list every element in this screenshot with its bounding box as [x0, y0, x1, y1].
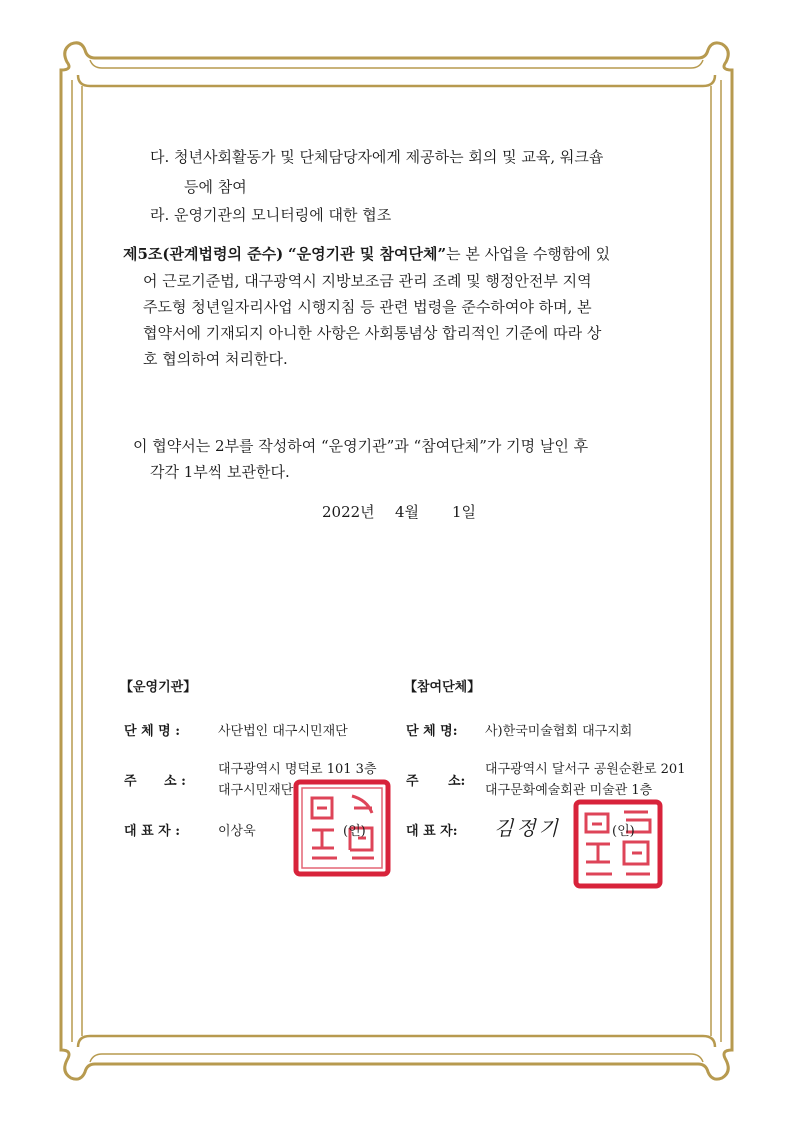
date-month: 4월: [395, 503, 420, 521]
participant-address-line-2: 대구문화예술회관 미술관 1층: [485, 783, 653, 798]
participant-address-label-1: 주: [406, 774, 419, 789]
participant-address-line-1: 대구광역시 달서구 공원순환로 201: [485, 762, 686, 777]
operator-rep-label: 대 표 자 :: [124, 824, 181, 839]
participant-rep-signature: 김정기: [494, 816, 561, 840]
operator-address-line-2: 대구시민재단: [218, 783, 294, 798]
date-year: 2022년: [322, 503, 375, 521]
participant-rep-label: 대 표 자:: [406, 824, 458, 839]
operator-rep: 이상욱: [218, 824, 256, 839]
article5-line-1: 는 본 사업을 수행함에 있: [446, 245, 611, 263]
participant-seal-stamp: [572, 798, 664, 890]
article5-parties: “운영기관 및 참여단체”: [288, 245, 447, 263]
operator-address-label-2: 소 :: [164, 774, 186, 789]
article5-line-5: 호 협의하여 처리한다.: [143, 350, 288, 368]
participant-seal-mark: (인): [612, 824, 635, 839]
participant-name-label: 단 체 명:: [406, 724, 458, 739]
operator-section-title: 【운영기관】: [120, 680, 197, 695]
article5-first-line: [123, 244, 610, 264]
closing-line-1: 이 협약서는 2부를 작성하여 “운영기관”과 “참여단체”가 기명 날인 후: [133, 437, 589, 455]
participant-address-label-2: 소:: [448, 774, 466, 789]
date-day: 1일: [452, 503, 477, 521]
item-ra: 라. 운영기관의 모니터링에 대한 협조: [150, 206, 392, 224]
operator-address-label-1: 주: [124, 774, 137, 789]
article5-line-3: 주도형 청년일자리사업 시행지침 등 관련 법령을 준수하여야 하며, 본: [143, 298, 592, 316]
closing-line-2: 각각 1부씩 보관한다.: [150, 463, 290, 481]
article5-heading: 제5조(관계법령의 준수): [123, 245, 284, 263]
operator-name-label: 단 체 명 :: [124, 724, 181, 739]
participant-name: 사)한국미술협회 대구지회: [485, 724, 633, 739]
operator-address-line-1: 대구광역시 명덕로 101 3층: [218, 762, 377, 777]
operator-name: 사단법인 대구시민재단: [218, 724, 348, 739]
item-da: 다. 청년사회활동가 및 단체담당자에게 제공하는 회의 및 교육, 워크숍: [150, 148, 604, 166]
operator-seal-mark: (인): [343, 824, 366, 839]
participant-section-title: 【참여단체】: [404, 680, 481, 695]
operator-seal-stamp: [292, 778, 392, 878]
article5-line-4: 협약서에 기재되지 아니한 사항은 사회통념상 합리적인 기준에 따라 상: [143, 324, 602, 342]
article5-line-2: 어 근로기준법, 대구광역시 지방보조금 관리 조례 및 행정안전부 지역: [143, 272, 592, 290]
item-da-continued: 등에 참여: [184, 178, 247, 196]
